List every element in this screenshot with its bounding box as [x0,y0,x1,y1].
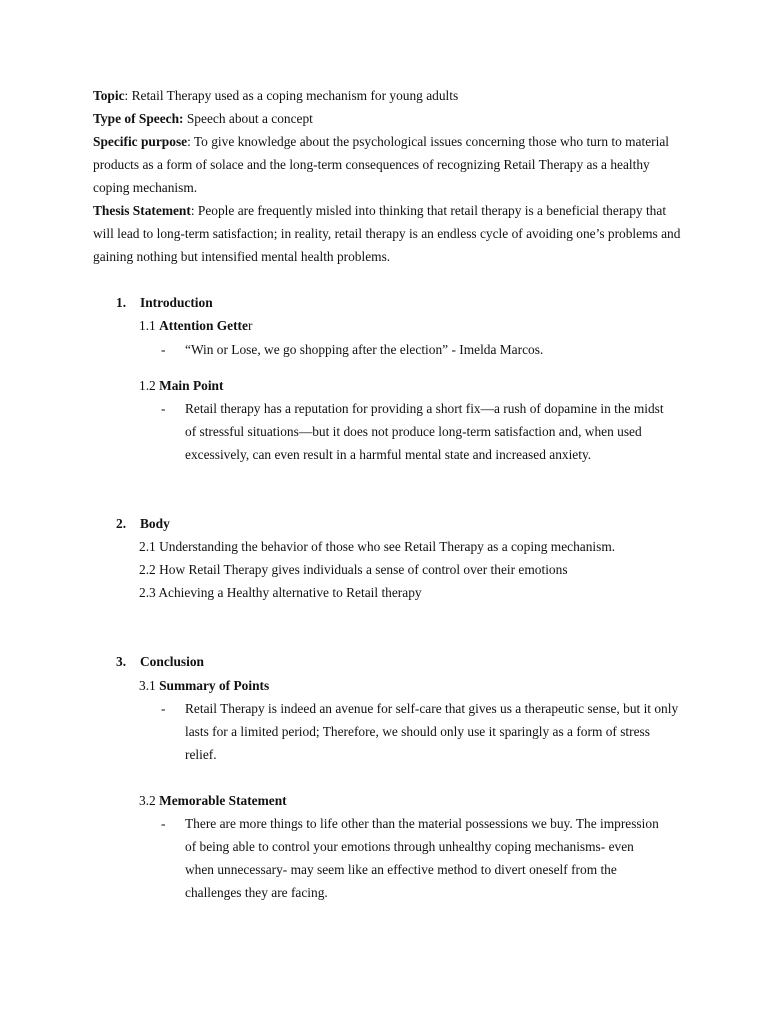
subsection-title: Summary of Points [159,678,270,693]
thesis-label: Thesis Statement [93,203,191,218]
summary-heading [139,674,269,697]
body-item-2: 2.2 How Retail Therapy gives individuals a sense of control over their emotions [139,562,568,577]
type-label: Type of Speech: [93,111,184,126]
thesis-line [93,199,681,268]
memorable-statement-text: There are more things to life other than the material possessions we buy. The impression of being able to control your emotions through unhealthy coping mechanisms- even when unnecessary- may seem like an effective method to divert oneself from the challenges they are facing. [185,816,659,900]
thesis-text: : People are frequently misled into thinking that retail therapy is a beneficial therapy that will lead to long-term satisfaction; in reality, retail therapy is an endless cycle of avoiding one’s problems and gaining nothing but intensified mental health problems. [93,203,681,264]
purpose-label: Specific purpose [93,134,188,149]
section-number: 2. [116,516,127,531]
summary-text: Retail Therapy is indeed an avenue for self-care that gives us a therapeutic sense, but it only lasts for a limited period; Therefore, we should only use it sparingly as a form of stress relief. [185,701,679,762]
section-number: 1. [116,295,127,310]
main-point-text: Retail therapy has a reputation for providing a short fix—a rush of dopamine in the midst of stressful situations—but it does not produce long-term satisfaction and, when used excessively, can even result in a harmful mental state and increased anxiety. [185,401,664,462]
section-conclusion-heading [116,650,204,673]
section-introduction-heading [116,291,213,314]
attention-getter-quote: “Win or Lose, we go shopping after the election” - Imelda Marcos. [185,342,544,357]
section-title: Body [140,516,170,531]
subsection-number: 3.1 [139,678,160,693]
subsection-title: Main Point [159,378,224,393]
type-line [93,107,681,130]
bullet-dash: - [161,401,166,416]
section-title: Introduction [140,295,213,310]
bullet-dash: - [161,816,166,831]
subsection-number: 3.2 [139,793,160,808]
purpose-line [93,130,681,199]
subsection-number: 1.2 [139,378,160,393]
main-point-heading [139,374,223,397]
subsection-number: 1.1 [139,318,160,333]
subsection-title-tail: r [247,318,253,333]
topic-text: : Retail Therapy used as a coping mechanism for young adults [124,88,459,103]
memorable-statement-heading [139,789,287,812]
topic-line [93,84,681,107]
bullet-dash: - [161,701,166,716]
purpose-text: : To give knowledge about the psychological issues concerning those who turn to material products as a form of solace and the long-term consequences of recognizing Retail Therapy as a healthy coping mechanism. [93,134,669,195]
type-text: Speech about a concept [183,111,313,126]
attention-getter-heading [139,314,252,337]
bullet-dash: - [161,342,166,357]
body-item-1: 2.1 Understanding the behavior of those who see Retail Therapy as a coping mechanism. [139,539,616,554]
section-number: 3. [116,654,127,669]
section-title: Conclusion [140,654,204,669]
section-body-heading [116,512,170,535]
subsection-title: Memorable Statement [159,793,287,808]
subsection-title: Attention Gette [159,318,248,333]
speech-header [93,84,681,268]
topic-label: Topic [93,88,125,103]
body-item-3: 2.3 Achieving a Healthy alternative to Retail therapy [139,585,422,600]
